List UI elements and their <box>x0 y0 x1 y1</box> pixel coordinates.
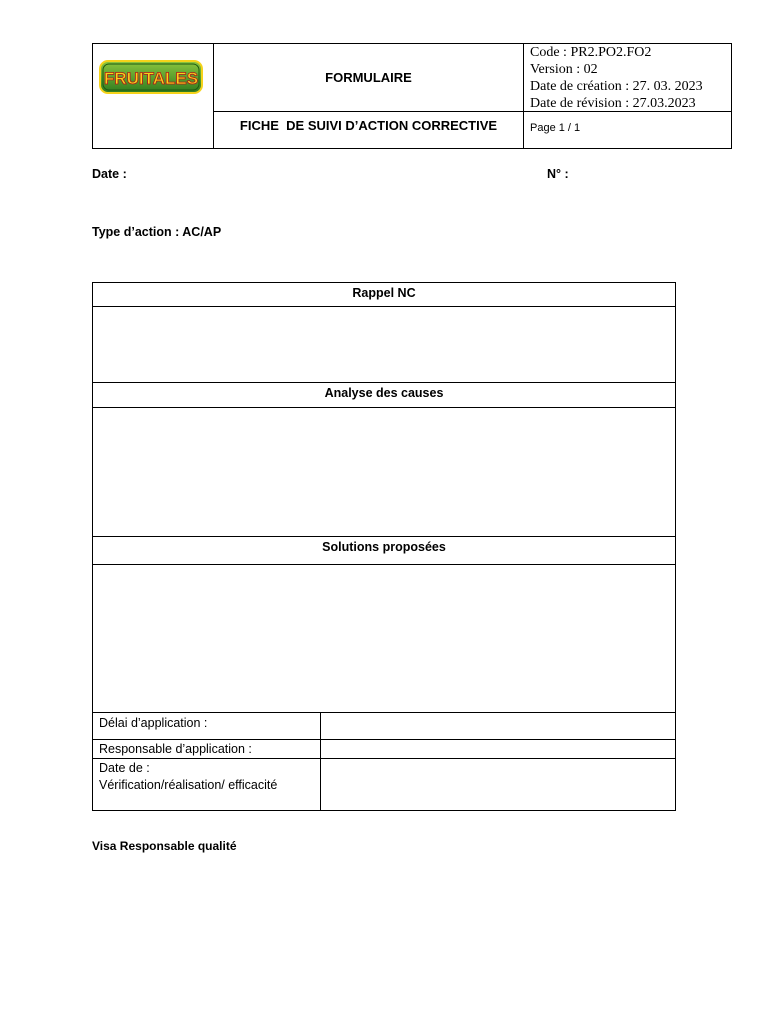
fruitales-logo <box>99 58 203 96</box>
delai-row <box>93 713 675 740</box>
responsable-field[interactable] <box>321 740 675 758</box>
number-label: N° : <box>547 167 569 181</box>
rappel-nc-header <box>93 283 675 307</box>
delai-field[interactable] <box>321 713 675 739</box>
logo-cell <box>93 44 214 148</box>
responsable-label: Responsable d’application : <box>99 742 252 756</box>
document-title-cell <box>214 112 524 148</box>
date-label: Date : <box>92 167 127 181</box>
verification-label-line2: Vérification/réalisation/ efficacité <box>99 778 278 792</box>
revision-date: Date de révision : 27.03.2023 <box>530 96 696 111</box>
verification-field[interactable] <box>321 759 675 810</box>
verification-label-line1: Date de : <box>99 761 150 775</box>
analyse-causes-field[interactable] <box>93 408 675 537</box>
rappel-nc-field[interactable] <box>93 307 675 383</box>
document-code: Code : PR2.PO2.FO2 <box>530 45 652 60</box>
visa-label: Visa Responsable qualité <box>92 839 237 853</box>
form-label-cell <box>214 44 524 112</box>
page-number-cell <box>524 112 731 148</box>
analyse-causes-label: Analyse des causes <box>324 386 444 400</box>
document-title: FICHE DE SUIVI D’ACTION CORRECTIVE <box>239 117 498 133</box>
analyse-causes-header <box>93 383 675 408</box>
action-type-label: Type d’action : AC/AP <box>92 225 222 239</box>
verification-row <box>93 759 675 810</box>
form-label: FORMULAIRE <box>325 70 412 85</box>
delai-label: Délai d’application : <box>99 716 208 730</box>
document-meta-cell <box>524 44 731 112</box>
corrective-action-table <box>92 282 676 811</box>
solutions-header <box>93 537 675 565</box>
document-version: Version : 02 <box>530 62 598 77</box>
creation-date: Date de création : 27. 03. 2023 <box>530 79 703 94</box>
page-number: Page 1 / 1 <box>530 122 581 134</box>
delai-label-cell <box>93 713 321 739</box>
solutions-label: Solutions proposées <box>322 540 446 554</box>
verification-label-cell <box>93 759 321 810</box>
solutions-field[interactable] <box>93 565 675 713</box>
logo-text: FRUITALES <box>103 69 199 88</box>
responsable-label-cell <box>93 740 321 758</box>
document-header-table <box>92 43 732 149</box>
rappel-nc-label: Rappel NC <box>352 286 416 300</box>
responsable-row <box>93 740 675 759</box>
